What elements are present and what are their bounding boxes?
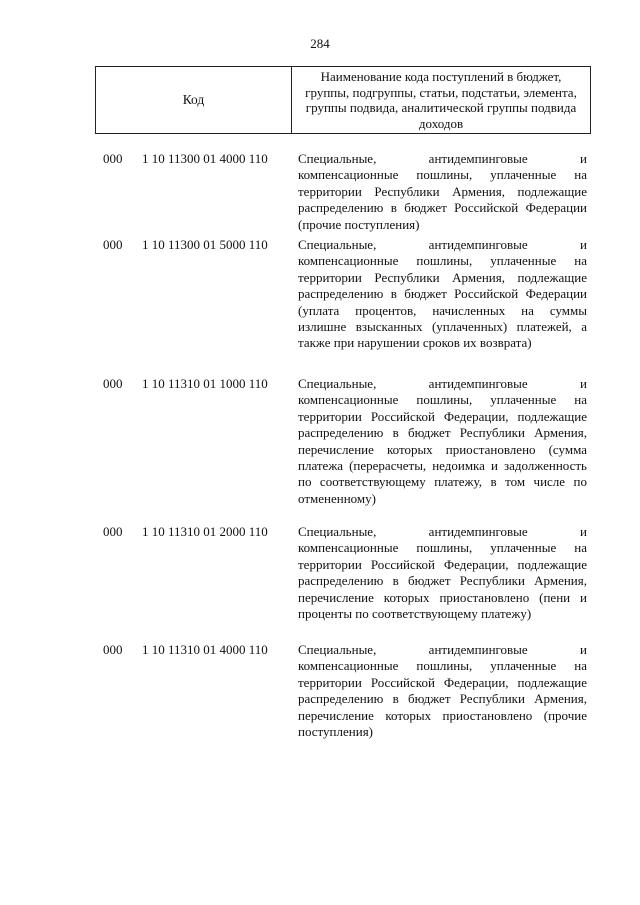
- admin-code: 000: [103, 642, 123, 657]
- header-code-cell: [96, 67, 292, 133]
- header-name-label: Наименование кода поступлений в бюджет, группы, подгруппы, статьи, подстатьи, элемента, группы подвида, аналитической группы подвида доходов: [305, 69, 577, 131]
- revenue-code-name: Специальные, антидемпинговые и компенсационные пошлины, уплаченные на территории Российской Федерации, подлежащие распределению в бюджет Республики Армения, перечисление которых приостановлено (пени и проценты по соответствующему платежу): [298, 524, 587, 622]
- revenue-code: 1 10 11310 01 2000 110: [142, 524, 268, 539]
- revenue-code-name: Специальные, антидемпинговые и компенсационные пошлины, уплаченные на территории Российской Федерации, подлежащие распределению в бюджет Республики Армения, перечисление которых приостановлено (прочие поступления): [298, 642, 587, 740]
- revenue-code: 1 10 11310 01 4000 110: [142, 642, 268, 657]
- table-row: [0, 376, 640, 524]
- revenue-code: 1 10 11310 01 1000 110: [142, 376, 268, 391]
- revenue-code-name: Специальные, антидемпинговые и компенсационные пошлины, уплаченные на территории Российской Федерации, подлежащие распределению в бюджет Республики Армения, перечисление которых приостановлено (сумма платежа (перерасчеты, недоимка и задолженность по соответствующему платежу, в том числе по отмененному): [298, 376, 587, 506]
- page-number: 284: [310, 36, 330, 51]
- header-code-label: Код: [182, 92, 205, 107]
- revenue-code: 1 10 11300 01 5000 110: [142, 237, 268, 252]
- admin-code: 000: [103, 237, 123, 252]
- admin-code: 000: [103, 524, 123, 539]
- revenue-code: 1 10 11300 01 4000 110: [142, 151, 268, 166]
- table-header: [95, 66, 591, 134]
- admin-code: 000: [103, 376, 123, 391]
- table-row: [0, 524, 640, 642]
- table-row: [0, 237, 640, 376]
- revenue-code-name: Специальные, антидемпинговые и компенсационные пошлины, уплаченные на территории Республики Армения, подлежащие распределению в бюджет Российской Федерации (прочие поступления): [298, 151, 587, 232]
- table-row: [0, 642, 640, 740]
- revenue-code-name: Специальные, антидемпинговые и компенсационные пошлины, уплаченные на территории Республики Армения, подлежащие распределению в бюджет Российской Федерации (уплата процентов, начисленных на суммы излишне взысканных (уплаченных) платежей, а также при нарушении сроков их возврата): [298, 237, 587, 351]
- header-name-cell: [292, 67, 590, 133]
- code-list: [0, 151, 640, 740]
- admin-code: 000: [103, 151, 123, 166]
- table-row: [0, 151, 640, 237]
